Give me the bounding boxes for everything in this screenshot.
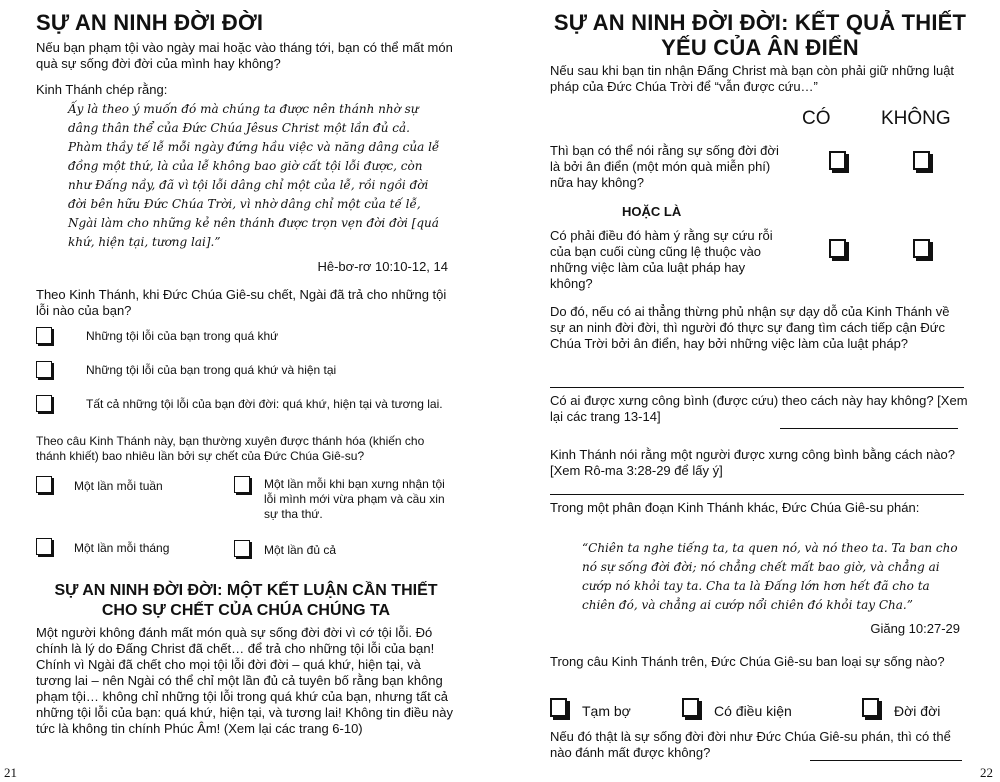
column-yes: CÓ	[802, 108, 831, 129]
right-question-8: Nếu đó thật là sự sống đời đời như Đức Chúa Giê-su phán, thì có thể nào đánh mất được không?	[550, 729, 951, 760]
right-title: SỰ AN NINH ĐỜI ĐỜI: KẾT QUẢ THIẾT YẾU CỦA ÂN ĐIỂN	[553, 10, 967, 60]
left-intro: Nếu bạn phạm tội vào ngày mai hoặc vào tháng tới, bạn có thể mất món quà sự sống đời đời của mình hay không?	[36, 40, 453, 71]
option-checkbox-weekly[interactable]	[36, 476, 52, 493]
bible-says-label: Kinh Thánh chép rằng:	[36, 82, 168, 97]
option-label-once: Một lần đủ cả	[264, 543, 337, 557]
john-reference: Giăng 10:27-29	[870, 621, 960, 636]
answer-line-8[interactable]	[810, 760, 962, 761]
right-question-2: Có phải điều đó hàm ý rằng sự cứu rỗi của bạn cuối cùng cũng lệ thuộc vào những việc làm của luật pháp hay không?	[550, 228, 773, 291]
option-label-weekly: Một lần mỗi tuần	[74, 479, 163, 493]
option-checkbox-conditional[interactable]	[682, 698, 699, 717]
john-quote: “Chiên ta nghe tiếng ta, ta quen nó, và nó theo ta. Ta ban cho nó sự sống đời đời; nó chẳng chết mất bao giờ, và chẳng ai cướp nó khỏi tay ta. Cha ta là Đấng lớn hơn hết đã cho ta chiên đó, và chẳng ai cướp nổi chiên đó khỏi tay Cha.”	[582, 541, 958, 612]
q1-no-checkbox[interactable]	[913, 151, 930, 170]
q2-yes-checkbox[interactable]	[829, 239, 846, 258]
answer-line-3[interactable]	[550, 387, 964, 388]
right-intro: Nếu sau khi bạn tin nhận Đấng Christ mà bạn còn phải giữ những luật pháp của Đức Chúa Trời để “vẫn được cứu…”	[550, 63, 955, 94]
or-label: HOẶC LÀ	[622, 204, 682, 219]
left-question-1: Theo Kinh Thánh, khi Đức Chúa Giê-su chết, Ngài đã trả cho những tội lỗi nào của bạn?	[36, 287, 447, 318]
right-question-1: Thì bạn có thể nói rằng sự sống đời đời là bởi ân điển (một món quà miễn phí) nữa hay không?	[550, 143, 779, 190]
left-title: SỰ AN NINH ĐỜI ĐỜI	[36, 10, 264, 35]
hebrews-reference: Hê-bơ-rơ 10:10-12, 14	[317, 259, 448, 274]
right-question-5: Kinh Thánh nói rằng một người được xưng công bình bằng cách nào? [Xem Rô-ma 3:28-29 để lấy ý]	[550, 447, 956, 478]
option-checkbox-past-present[interactable]	[36, 361, 52, 378]
option-label-monthly: Một lần mỗi tháng	[74, 541, 170, 555]
option-checkbox-eternal[interactable]	[862, 698, 879, 717]
right-question-7: Trong câu Kinh Thánh trên, Đức Chúa Giê-su ban loại sự sống nào?	[550, 654, 945, 669]
option-label-past-present: Những tội lỗi của bạn trong quá khứ và hiện tại	[86, 363, 337, 377]
option-label-all: Tất cả những tội lỗi của bạn đời đời: quá khứ, hiện tại và tương lai.	[86, 397, 443, 411]
left-section2-text: Một người không đánh mất món quà sự sống đời đời vì cớ tội lỗi. Đó chính là lý do Đấng Christ đã chết… để trả cho những tội lỗi của bạn! Chính vì Ngài đã chết cho mọi tội lỗi đời đời – quá khứ, hiện tại, và tương lai – nên Ngài có thể chỉ một lần đủ cả tuyên bố rằng bạn không phạm tội… không chỉ những tội lỗi trong quá khứ của bạn, nhưng tất cả những tội lỗi của bạn: quá khứ, hiện tại, và tương lai! Không tin điều này tức là không tin chính Phúc Âm! (Xem lại các trang 6-10)	[36, 625, 453, 736]
option-checkbox-temporary[interactable]	[550, 698, 567, 717]
q1-yes-checkbox[interactable]	[829, 151, 846, 170]
option-label-past: Những tội lỗi của bạn trong quá khứ	[86, 329, 279, 343]
left-section2-title: SỰ AN NINH ĐỜI ĐỜI: MỘT KẾT LUẬN CẦN THIẾT CHO SỰ CHẾT CỦA CHÚA CHÚNG TA	[54, 582, 438, 619]
option-label-confess: Một lần mỗi khi bạn xưng nhận tội lỗi mình mới vừa phạm và cầu xin sự tha thứ.	[264, 477, 445, 521]
page-number-left: 21	[4, 765, 17, 780]
option-checkbox-all[interactable]	[36, 395, 52, 412]
right-question-4: Có ai được xưng công bình (được cứu) theo cách này hay không? [Xem lại các trang 13-14]	[550, 393, 968, 424]
left-question-2: Theo câu Kinh Thánh này, bạn thường xuyên được thánh hóa (khiến cho thánh khiết) bao nhiêu lần bởi sự chết của Đức Chúa Giê-su?	[36, 434, 425, 463]
right-question-6: Trong một phân đoạn Kinh Thánh khác, Đức Chúa Giê-su phán:	[550, 500, 920, 515]
option-checkbox-monthly[interactable]	[36, 538, 52, 555]
column-no: KHÔNG	[881, 108, 951, 129]
option-label-eternal: Đời đời	[894, 703, 941, 719]
right-page	[500, 0, 1000, 782]
option-label-conditional: Có điều kiện	[714, 703, 792, 719]
q2-no-checkbox[interactable]	[913, 239, 930, 258]
option-checkbox-once[interactable]	[234, 540, 250, 557]
option-checkbox-past[interactable]	[36, 327, 52, 344]
option-label-temporary: Tạm bợ	[582, 703, 631, 719]
page-number-right: 22	[980, 765, 993, 780]
hebrews-quote: Ấy là theo ý muốn đó mà chúng ta được nên thánh nhờ sự dâng thân thể của Đức Chúa Jêsus Christ một lần đủ cả. Phàm thầy tế lễ mỗi ngày đứng hầu việc và năng dâng của lễ đồng một thứ, là của lễ không bao giờ cất tội lỗi được, còn như Đấng nầy, đã vì tội lỗi dâng chỉ một của lễ, rồi ngồi đời đời bên hữu Đức Chúa Trời, vì nhờ dâng chỉ một của tế lễ, Ngài làm cho những kẻ nên thánh được trọn vẹn đời đời [quá khứ, hiện tại, tương lai].”	[68, 102, 440, 249]
answer-line-5[interactable]	[550, 494, 964, 495]
right-question-3: Do đó, nếu có ai thẳng thừng phủ nhận sự dạy dỗ của Kinh Thánh về sự an ninh đời đời, thì người đó thực sự đang tìm cách tiếp cận Đức Chúa Trời bởi ân điển, hay bởi những việc làm của luật pháp?	[550, 304, 950, 351]
option-checkbox-confess[interactable]	[234, 476, 250, 493]
answer-line-4[interactable]	[780, 428, 958, 429]
